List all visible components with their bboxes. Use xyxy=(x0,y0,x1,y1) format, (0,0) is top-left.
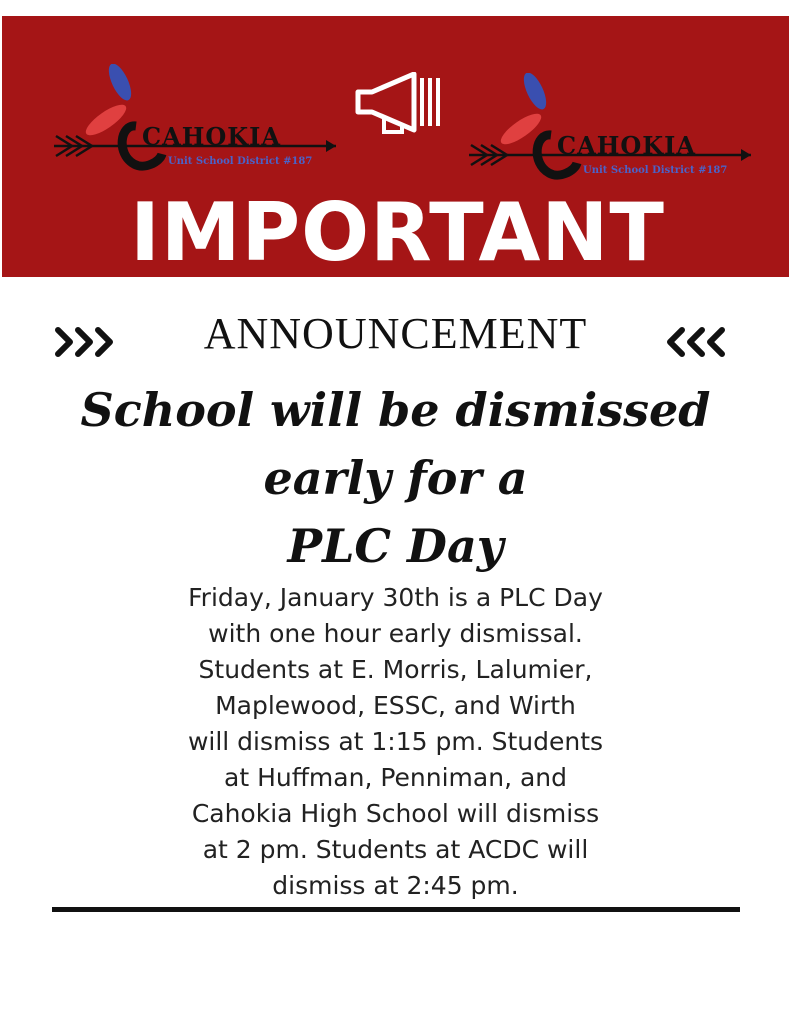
announcement-body xyxy=(150,580,641,904)
body-line: Maplewood, ESSC, and Wirth xyxy=(215,691,576,720)
announcement-label: ANNOUNCEMENT xyxy=(203,309,588,358)
logo-subtitle: Unit School District #187 xyxy=(168,156,313,167)
important-title: IMPORTANT xyxy=(130,186,665,279)
body-line: will dismiss at 1:15 pm. Students xyxy=(187,727,604,756)
logo-name: CAHOKIA xyxy=(142,122,282,151)
body-line: Students at E. Morris, Lalumier, xyxy=(198,655,593,684)
body-line: at Huffman, Penniman, and xyxy=(224,763,567,792)
chevrons-left-icon xyxy=(660,322,740,362)
megaphone-icon xyxy=(354,72,444,136)
logo-name: CAHOKIA xyxy=(557,131,697,160)
headline-line: early for a xyxy=(263,451,528,505)
body-line: Cahokia High School will dismiss xyxy=(191,799,600,828)
body-line: with one hour early dismissal. xyxy=(208,619,583,648)
headline-line: PLC Day xyxy=(287,519,504,573)
district-logo-right xyxy=(465,73,755,193)
headline xyxy=(60,376,731,580)
header-banner xyxy=(2,16,789,277)
headline-line: School will be dismissed xyxy=(80,383,711,437)
district-logo-left xyxy=(50,64,340,184)
body-line: at 2 pm. Students at ACDC will xyxy=(202,835,589,864)
logo-subtitle: Unit School District #187 xyxy=(583,165,728,176)
body-line: Friday, January 30th is a PLC Day xyxy=(188,583,603,612)
body-line: dismiss at 2:45 pm. xyxy=(272,871,519,900)
divider xyxy=(52,907,740,912)
